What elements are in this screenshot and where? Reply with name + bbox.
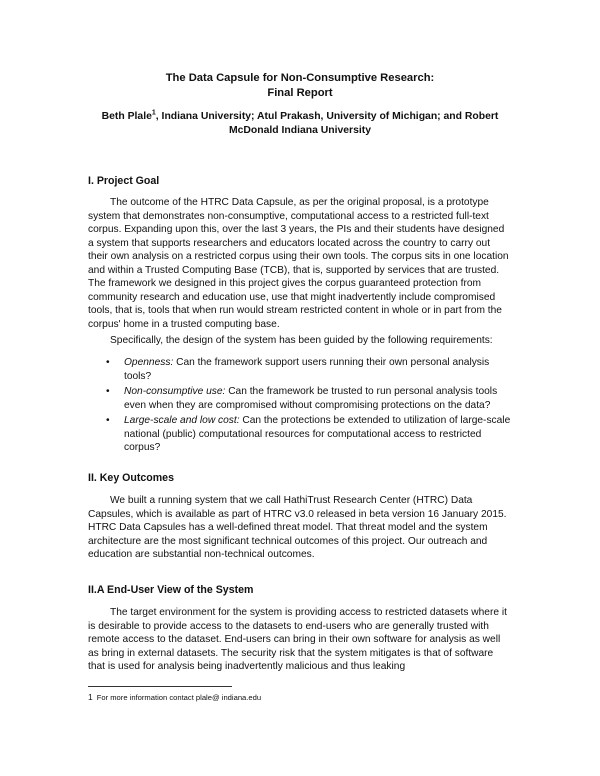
bullet-icon: • [106,357,110,368]
author-line [95,110,505,138]
title-line-2: Final Report [267,87,333,99]
footnote-divider [88,686,232,687]
paragraph-requirements-intro: Specifically, the design of the system has been guided by the following requirements: [110,335,493,346]
section-heading-project-goal: I. Project Goal [88,175,160,187]
author-list-rest: , Indiana University; Atul Prakash, University of Michigan; and Robert McDonald Indiana University [155,111,499,136]
title-line-1: The Data Capsule for Non-Consumptive Research: [165,72,435,84]
requirement-text: Can the protections be extended to utilization of large-scale national (public) computational resources for computational access to restricted corpus? [124,415,511,453]
paragraph-key-outcomes: We built a running system that we call HathiTrust Research Center (HTRC) Data Capsules, which is available as part of HTRC v3.0 released in beta version 16 January 2015. HTRC Data Capsules has a well-defined threat model. That threat model and the system architecture are the most significant technical outcomes of this project. Our outreach and education are substantial non-technical outcomes. [88,495,507,560]
list-item [88,356,512,383]
footnote-mark: 1 [88,692,93,702]
requirement-term: Openness: [124,357,174,368]
footnote-text: For more information contact plale@ indiana.edu [96,693,262,702]
paragraph-project-goal: The outcome of the HTRC Data Capsule, as per the original proposal, is a prototype system that demonstrates non-consumptive, computational access to a restricted full-text corpus. Expanding upon this, over the last 3 years, the PIs and their students have designed a system that supports researchers and educators located across the country to carry out their own analysis on a restricted corpus using their own tools. The corpus sits in one location and within a Trusted Computing Base (TCB), that is, supported by services that are trusted. The framework we designed in this project gives the corpus guaranteed protection from community research and education use, use that might inadvertently include compromised tools, that is, tools that when run would stream restricted content in whole or in part from the corpus' home in a trusted computing base. [88,197,509,330]
requirement-text: Can the framework support users running their own personal analysis tools? [124,357,490,382]
author-name-1: Beth Plale [101,111,152,122]
list-item [88,414,512,455]
section-heading-end-user-view: II.A End-User View of the System [88,584,254,596]
section-heading-key-outcomes: II. Key Outcomes [88,472,174,484]
list-item [88,385,512,412]
document-title [0,71,600,101]
paragraph-end-user-view: The target environment for the system is providing access to restricted datasets where it is desirable to provide access to the datasets to end-users who are generally trusted with remote access to the dataset. End-users can bring in their own software for analysis as well as bring in external datasets. The security risk that the system mitigates is that of software that is used for analysis being inadvertently malicious and thus leaking [88,607,507,672]
bullet-icon: • [106,415,110,426]
requirement-term: Non-consumptive use: [124,386,226,397]
requirement-text: Can the framework be trusted to run personal analysis tools even when they are compromised without compromising protections on the data? [124,386,498,411]
requirements-list [88,356,512,457]
bullet-icon: • [106,386,110,397]
footnote-reference[interactable]: 1 [151,109,156,117]
footnote [88,692,261,703]
requirement-term: Large-scale and low cost: [124,415,240,426]
